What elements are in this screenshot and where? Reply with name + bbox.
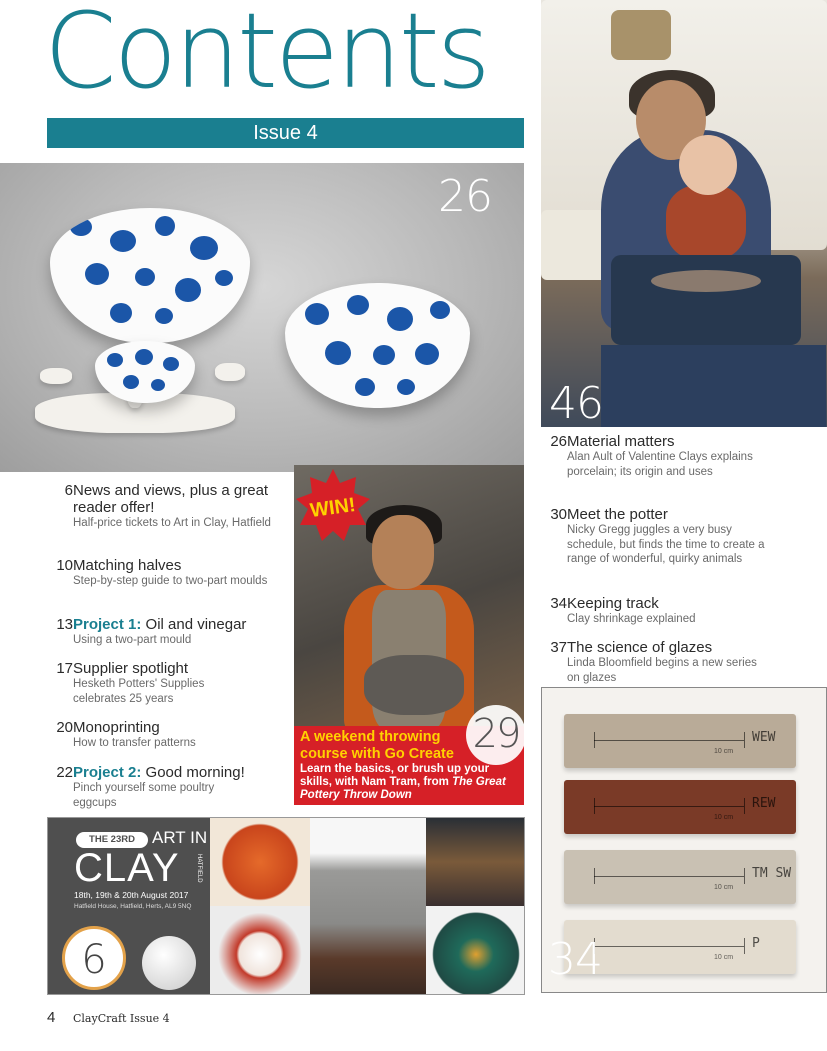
page-number-29: 29 bbox=[466, 705, 526, 765]
event-edition-badge: THE 23RD bbox=[76, 832, 148, 848]
teapot-sculpture bbox=[310, 818, 426, 994]
win-badge bbox=[296, 469, 370, 543]
page-number-46: 46 bbox=[549, 378, 603, 427]
page-title: Contents bbox=[44, 0, 488, 112]
bowls-photo bbox=[0, 163, 524, 472]
promo-body: Learn the basics, or brush up your skills, with Nam Tram, from The Great Pottery Throw Down bbox=[300, 763, 506, 801]
page-number-26: 26 bbox=[438, 171, 492, 222]
art-in-clay-poster: THE 23RD ART IN CLAY HATFIELD 18th, 19th & 20th August 2017 Hatfield House, Hatfield, Herts, AL9 5NQ 6 bbox=[48, 818, 210, 994]
event-logo: CLAY bbox=[74, 846, 180, 890]
baby bbox=[666, 185, 746, 260]
green-bowl bbox=[426, 906, 525, 994]
orange-plate bbox=[210, 818, 310, 906]
project-label: Project 2: bbox=[73, 764, 142, 781]
bowl-large bbox=[50, 208, 250, 343]
promo-title: A weekend throwing course with Go Create bbox=[300, 729, 454, 762]
page-number-6: 6 bbox=[62, 926, 126, 990]
stitched-ball bbox=[142, 936, 196, 990]
clay-slab: P 10 cm bbox=[564, 920, 796, 974]
project-label: Project 1: bbox=[73, 616, 142, 633]
clay-slab: REW 10 cm bbox=[564, 780, 796, 834]
magazine-issue: ClayCraft Issue 4 bbox=[73, 1012, 170, 1025]
potter-photo bbox=[541, 0, 827, 427]
promo-show-title: The Great Pottery Throw Down bbox=[300, 776, 506, 801]
pottery-wheel bbox=[611, 255, 801, 345]
page-folio: 4 bbox=[47, 1009, 56, 1026]
contents-list-left: 6 News and views, plus a great reader offer! Half-price tickets to Art in Clay, Hatfield 10 Matching halves Step-by-step guide to two-part moulds 13 Project 1: Oil and vinegar Using a two-part mould 17 Supplier spotlight Hesketh Potters' Supplies celebrates 25 years 20 Monoprinting How to transfer patterns 22 Project 2: Good morning! Pinch yourself some poultry eggcups bbox=[56, 482, 271, 809]
contents-list-right: 26 Material matters Alan Ault of Valentine Clays explains porcelain; its origin and uses 30 Meet the potter Nicky Gregg juggles a very busy schedule, but finds the time to create a range of wonderful, quirky animals 34 Keeping track Clay shrinkage explained 37 The science of glazes Linda Bloomfield begins a new series on glazes bbox=[550, 433, 765, 684]
sieve bbox=[611, 10, 671, 60]
bowl-medium bbox=[285, 283, 470, 408]
elephant-figures bbox=[426, 818, 525, 906]
event-dates: 18th, 19th & 20th August 2017 bbox=[74, 890, 189, 900]
clay-slab: TM SW 10 cm bbox=[564, 850, 796, 904]
face-sculpture bbox=[210, 906, 310, 994]
issue-bar: Issue 4 bbox=[47, 118, 524, 148]
art-in-clay-panel bbox=[47, 817, 525, 995]
win-text: WIN! bbox=[308, 493, 357, 523]
event-address: Hatfield House, Hatfield, Herts, AL9 5NQ bbox=[74, 903, 192, 910]
clay-lump bbox=[364, 655, 464, 715]
clay-slab: WEW 10 cm bbox=[564, 714, 796, 768]
clay-slabs-photo bbox=[541, 687, 827, 993]
page-number-34: 34 bbox=[548, 934, 602, 985]
